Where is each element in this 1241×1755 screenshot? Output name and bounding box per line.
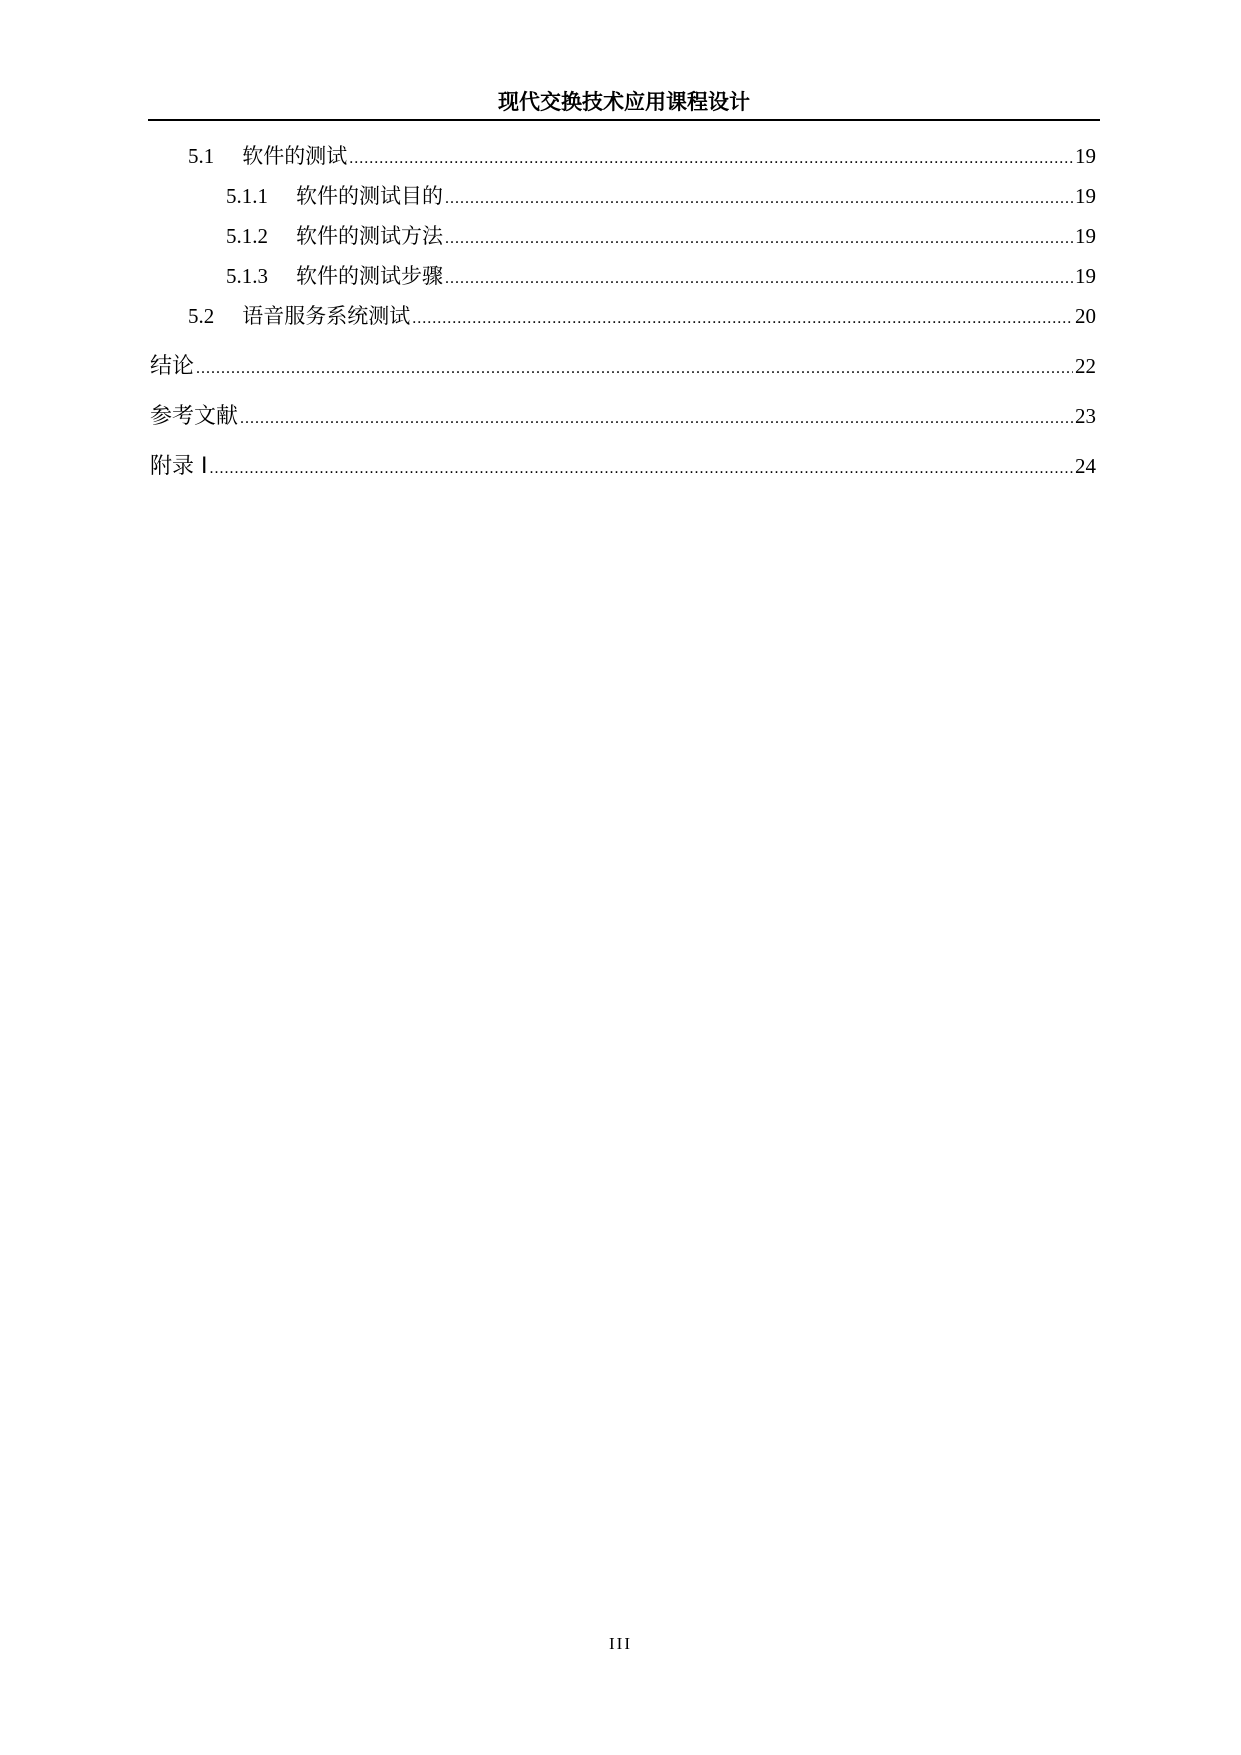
toc-entry[interactable] <box>150 341 1096 391</box>
table-of-contents <box>150 136 1096 491</box>
toc-entry-number: 5.1.2 <box>226 224 268 248</box>
toc-entry[interactable] <box>150 176 1096 216</box>
toc-dot-leader <box>240 394 1073 444</box>
toc-entry-title: 软件的测试目的 <box>296 184 443 208</box>
toc-dot-leader <box>209 444 1073 494</box>
header-divider <box>148 119 1100 121</box>
toc-entry-page: 19 <box>1075 224 1096 248</box>
toc-entry-title: 附录 I <box>150 454 208 479</box>
toc-entry-title: 语音服务系统测试 <box>242 304 411 328</box>
toc-entry-number: 5.1.1 <box>226 184 268 208</box>
toc-entry-title: 软件的测试 <box>242 144 348 168</box>
toc-entry-title: 结论 <box>150 354 195 379</box>
toc-entry-page: 22 <box>1075 354 1096 378</box>
toc-entry[interactable] <box>150 256 1096 296</box>
toc-dot-leader <box>445 259 1073 299</box>
toc-entry-page: 23 <box>1075 404 1096 428</box>
toc-entry-number: 5.1 <box>188 144 215 168</box>
toc-entry-page: 19 <box>1075 144 1096 168</box>
toc-entry-page: 19 <box>1075 264 1096 288</box>
page-number: III <box>609 1634 632 1653</box>
toc-dot-leader <box>349 139 1073 179</box>
running-header-title: 现代交换技术应用课程设计 <box>498 90 750 114</box>
toc-entry[interactable] <box>150 391 1096 441</box>
toc-dot-leader <box>196 344 1073 394</box>
toc-entry-title: 软件的测试方法 <box>296 224 443 248</box>
toc-entry-title: 软件的测试步骤 <box>296 264 443 288</box>
toc-entry[interactable] <box>150 296 1096 336</box>
toc-dot-leader <box>445 219 1073 259</box>
toc-entry[interactable] <box>150 216 1096 256</box>
toc-entry[interactable] <box>150 136 1096 176</box>
toc-entry-page: 24 <box>1075 454 1096 478</box>
toc-entry[interactable] <box>150 441 1096 491</box>
toc-entry-number: 5.1.3 <box>226 264 268 288</box>
toc-entry-page: 19 <box>1075 184 1096 208</box>
toc-entry-number: 5.2 <box>188 304 215 328</box>
toc-entry-page: 20 <box>1075 304 1096 328</box>
toc-entry-title: 参考文献 <box>150 404 239 429</box>
toc-dot-leader <box>412 299 1073 339</box>
toc-dot-leader <box>445 179 1073 219</box>
